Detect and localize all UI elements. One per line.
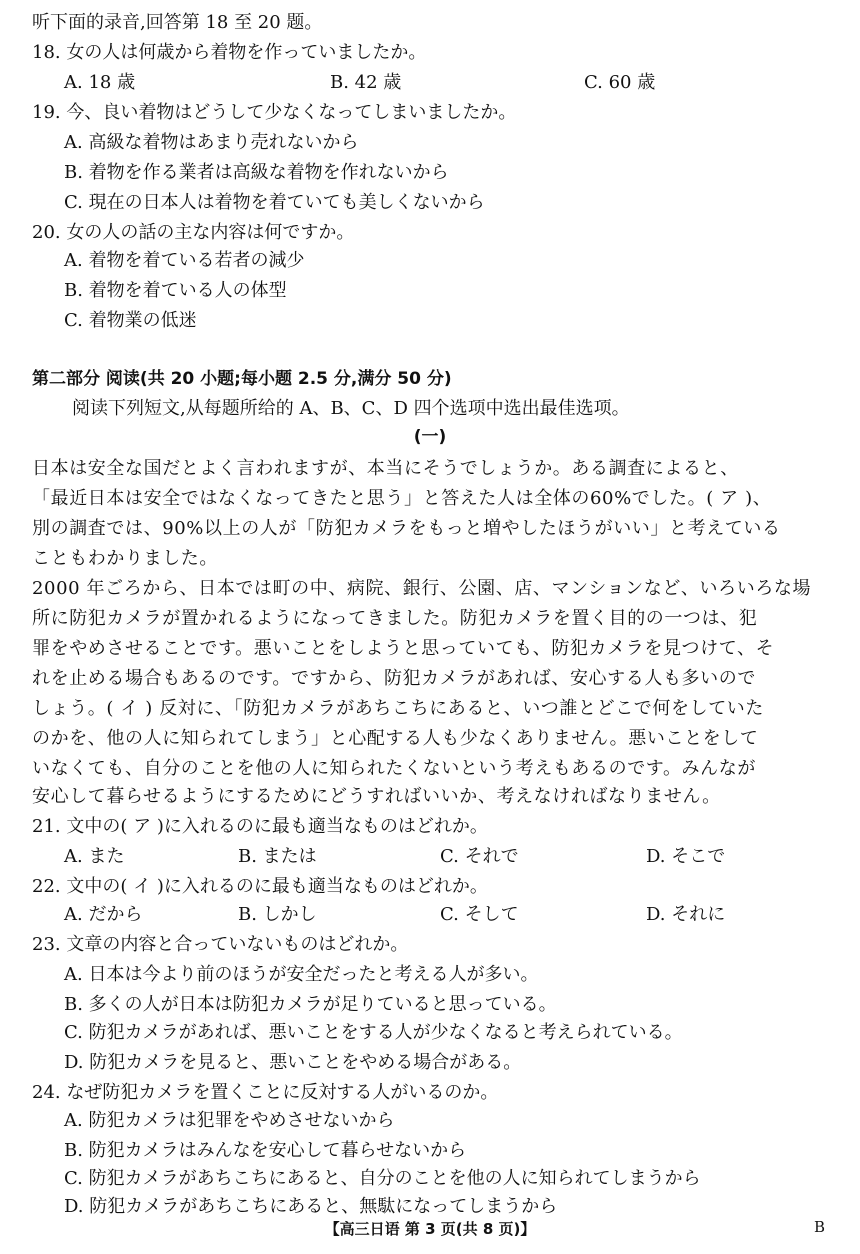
reading-instruction: 阅读下列短文,从每题所给的 A、B、C、D 四个选项中选出最佳选项。	[72, 398, 630, 419]
question-20-stem: 20. 女の人の話の主な内容は何ですか。	[32, 222, 355, 243]
question-24-option-c: C. 防犯カメラがあちこちにあると、自分のことを他の人に知られてしまうから	[64, 1168, 701, 1189]
passage-line: のかを、他の人に知られてしまう」と心配する人も少なくありません。悪いことをして	[32, 728, 759, 749]
question-20-option-a: A. 着物を着ている若者の減少	[64, 250, 305, 271]
question-24-option-a: A. 防犯カメラは犯罪をやめさせないから	[64, 1110, 395, 1131]
question-24-option-b: B. 防犯カメラはみんなを安心して暮らせないから	[64, 1140, 467, 1161]
question-24-stem: 24. なぜ防犯カメラを置くことに反対する人がいるのか。	[32, 1082, 499, 1103]
question-19-stem: 19. 今、良い着物はどうして少なくなってしまいましたか。	[32, 102, 517, 123]
passage-line: しょう。( イ ) 反対に、「防犯カメラがあちこちにあると、いつ誰とどこで何をしていた	[32, 698, 765, 719]
question-21-option-c: C. それで	[440, 846, 519, 867]
question-20-option-c: C. 着物業の低迷	[64, 310, 197, 331]
question-23-stem: 23. 文章の内容と合っていないものはどれか。	[32, 934, 409, 955]
question-22-option-d: D. それに	[646, 904, 726, 925]
question-21-option-b: B. または	[238, 846, 317, 867]
passage-line: 所に防犯カメラが置かれるようになってきました。防犯カメラを置く目的の一つは、犯	[32, 608, 758, 629]
question-20-option-b: B. 着物を着ている人の体型	[64, 280, 287, 301]
passage-line: 「最近日本は安全ではなくなってきたと思う」と答えた人は全体の60%でした。( ア )、	[32, 488, 772, 509]
question-23-option-a: A. 日本は今より前のほうが安全だったと考える人が多い。	[64, 964, 539, 985]
question-23-option-d: D. 防犯カメラを見ると、悪いことをやめる場合がある。	[64, 1052, 522, 1073]
passage-line: 安心して暮らせるようにするためにどうすればいいか、考えなければなりません。	[32, 786, 721, 807]
question-22-stem: 22. 文中の( イ )に入れるのに最も適当なものはどれか。	[32, 876, 488, 897]
question-21-option-d: D. そこで	[646, 846, 726, 867]
question-24-option-d: D. 防犯カメラがあちこちにあると、無駄になってしまうから	[64, 1196, 558, 1217]
question-21-stem: 21. 文中の( ア )に入れるのに最も適当なものはどれか。	[32, 816, 488, 837]
question-19-option-c: C. 現在の日本人は着物を着ていても美しくないから	[64, 192, 485, 213]
paper-variant: B	[814, 1218, 826, 1236]
passage-number: (一)	[413, 427, 447, 447]
question-18-option-c: C. 60 歳	[584, 72, 656, 93]
section-title: 第二部分 阅读(共 20 小题;每小题 2.5 分,满分 50 分)	[32, 369, 452, 389]
question-19-option-b: B. 着物を作る業者は高級な着物を作れないから	[64, 162, 449, 183]
passage-line: 日本は安全な国だとよく言われますが、本当にそうでしょうか。ある調査によると、	[32, 458, 739, 479]
passage-line: 別の調査では、90%以上の人が「防犯カメラをもっと増やしたほうがいい」と考えている	[32, 518, 781, 539]
passage-line: れを止める場合もあるのです。ですから、防犯カメラがあれば、安心する人も多いので	[32, 668, 756, 689]
question-22-option-c: C. そして	[440, 904, 519, 925]
passage-line: 2000 年ごろから、日本では町の中、病院、銀行、公園、店、マンションなど、いろいろな場	[32, 578, 812, 599]
question-22-option-b: B. しかし	[238, 904, 317, 925]
page-footer: 【高三日语 第 3 页(共 8 页)】	[324, 1220, 536, 1238]
question-18-option-a: A. 18 歳	[64, 72, 136, 93]
listening-instruction: 听下面的录音,回答第 18 至 20 题。	[32, 12, 323, 33]
question-22-option-a: A. だから	[64, 904, 143, 925]
question-23-option-b: B. 多くの人が日本は防犯カメラが足りていると思っている。	[64, 994, 557, 1015]
question-18-option-b: B. 42 歳	[330, 72, 402, 93]
passage-line: こともわかりました。	[32, 548, 218, 569]
question-19-option-a: A. 高級な着物はあまり売れないから	[64, 132, 359, 153]
passage-line: いなくても、自分のことを他の人に知られたくないという考えもあるのです。みんなが	[32, 758, 756, 779]
question-21-option-a: A. また	[64, 846, 125, 867]
question-18-stem: 18. 女の人は何歳から着物を作っていましたか。	[32, 42, 427, 63]
question-23-option-c: C. 防犯カメラがあれば、悪いことをする人が少なくなると考えられている。	[64, 1022, 683, 1043]
passage-line: 罪をやめさせることです。悪いことをしようと思っていても、防犯カメラを見つけて、そ	[32, 638, 775, 659]
